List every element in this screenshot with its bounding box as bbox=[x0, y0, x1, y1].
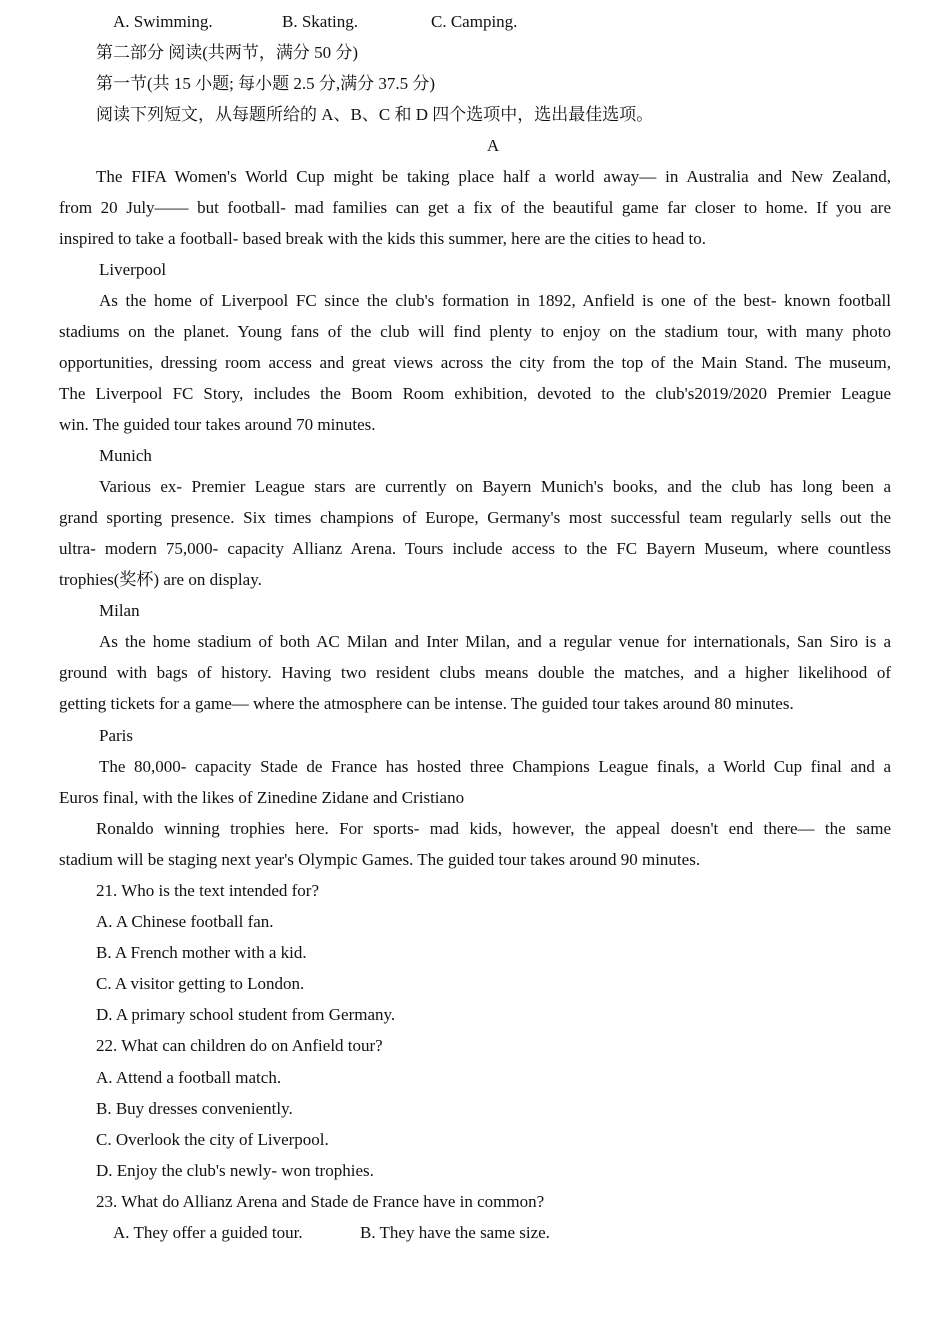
intro-line: The FIFA Women's World Cup might be taking place half a world away— in Australia and New Zealand, bbox=[96, 167, 891, 186]
option-c: C. Camping. bbox=[431, 12, 518, 31]
answer-options-row bbox=[113, 1217, 945, 1248]
paragraph-line: Euros final, with the likes of Zinedine Zidane and Cristiano bbox=[59, 788, 465, 807]
answer-option: A. Attend a football match. bbox=[96, 1068, 282, 1087]
answer-option: B. Buy dresses conveniently. bbox=[96, 1099, 293, 1118]
answer-option: D. A primary school student from Germany. bbox=[96, 1005, 396, 1024]
part-heading: 第二部分 阅读(共两节，满分 50 分) bbox=[96, 43, 359, 62]
question-stem: 23. What do Allianz Arena and Stade de France have in common? bbox=[96, 1192, 545, 1211]
paragraph-line: stadium will be staging next year's Olympic Games. The guided tour takes around 90 minutes. bbox=[59, 850, 701, 869]
question-stem: 22. What can children do on Anfield tour? bbox=[96, 1036, 383, 1055]
answer-option: B. They have the same size. bbox=[360, 1223, 550, 1242]
answer-option: A. A Chinese football fan. bbox=[96, 912, 274, 931]
answer-option: C. A visitor getting to London. bbox=[96, 974, 305, 993]
paragraph-line: ultra- modern 75,000- capacity Allianz Arena. Tours include access to the FC Bayern Museum, where countless bbox=[59, 539, 891, 558]
section-heading: 第一节(共 15 小题; 每小题 2.5 分,满分 37.5 分) bbox=[96, 74, 436, 93]
paragraph-line: trophies(奖杯) are on display. bbox=[59, 570, 262, 589]
paragraph-line: opportunities, dressing room access and great views across the city from the top of the Main Stand. The museum, bbox=[59, 353, 891, 372]
answer-option: B. A French mother with a kid. bbox=[96, 943, 307, 962]
paragraph-line: getting tickets for a game— where the atmosphere can be intense. The guided tour takes around 80 minutes. bbox=[59, 694, 794, 713]
city-title-paris: Paris bbox=[99, 726, 133, 745]
paragraph-line: Ronaldo winning trophies here. For sports- mad kids, however, the appeal doesn't end there— the same bbox=[96, 819, 891, 838]
question-stem: 21. Who is the text intended for? bbox=[96, 881, 319, 900]
city-title-liverpool: Liverpool bbox=[99, 260, 167, 279]
city-title-munich: Munich bbox=[99, 446, 152, 465]
instruction: 阅读下列短文，从每题所给的 A、B、C 和 D 四个选项中，选出最佳选项。 bbox=[96, 105, 654, 124]
paragraph-line: The Liverpool FC Story, includes the Boom Room exhibition, devoted to the club's2019/2020 Premier League bbox=[59, 384, 891, 403]
city-title-milan: Milan bbox=[99, 601, 140, 620]
intro-line: inspired to take a football- based break with the kids this summer, here are the cities to head to. bbox=[59, 229, 707, 248]
answer-option: D. Enjoy the club's newly- won trophies. bbox=[96, 1161, 374, 1180]
paragraph-line: stadiums on the planet. Young fans of the club will find plenty to enjoy on the stadium tour, with many photo bbox=[59, 322, 891, 341]
answer-option: A. They offer a guided tour. bbox=[113, 1223, 303, 1242]
option-b: B. Skating. bbox=[282, 12, 359, 31]
paragraph-line: Various ex- Premier League stars are currently on Bayern Munich's books, and the club has long been a bbox=[99, 477, 891, 496]
previous-question-options bbox=[113, 6, 945, 37]
passage-label: A bbox=[486, 136, 500, 155]
paragraph-line: win. The guided tour takes around 70 minutes. bbox=[59, 415, 376, 434]
paragraph-line: The 80,000- capacity Stade de France has hosted three Champions League finals, a World Cup final and a bbox=[99, 757, 891, 776]
paragraph-line: As the home of Liverpool FC since the club's formation in 1892, Anfield is one of the best- known football bbox=[99, 291, 891, 310]
answer-option: C. Overlook the city of Liverpool. bbox=[96, 1130, 329, 1149]
option-a: A. Swimming. bbox=[113, 12, 213, 31]
paragraph-line: grand sporting presence. Six times champions of Europe, Germany's most successful team regularly sells out the bbox=[59, 508, 891, 527]
paragraph-line: ground with bags of history. Having two resident clubs means double the matches, and a higher likelihood of bbox=[59, 663, 891, 682]
intro-line: from 20 July—— but football- mad families can get a fix of the beautiful game far closer to home. If you are bbox=[59, 198, 891, 217]
paragraph-line: As the home stadium of both AC Milan and Inter Milan, and a regular venue for internationals, San Siro is a bbox=[99, 632, 891, 651]
